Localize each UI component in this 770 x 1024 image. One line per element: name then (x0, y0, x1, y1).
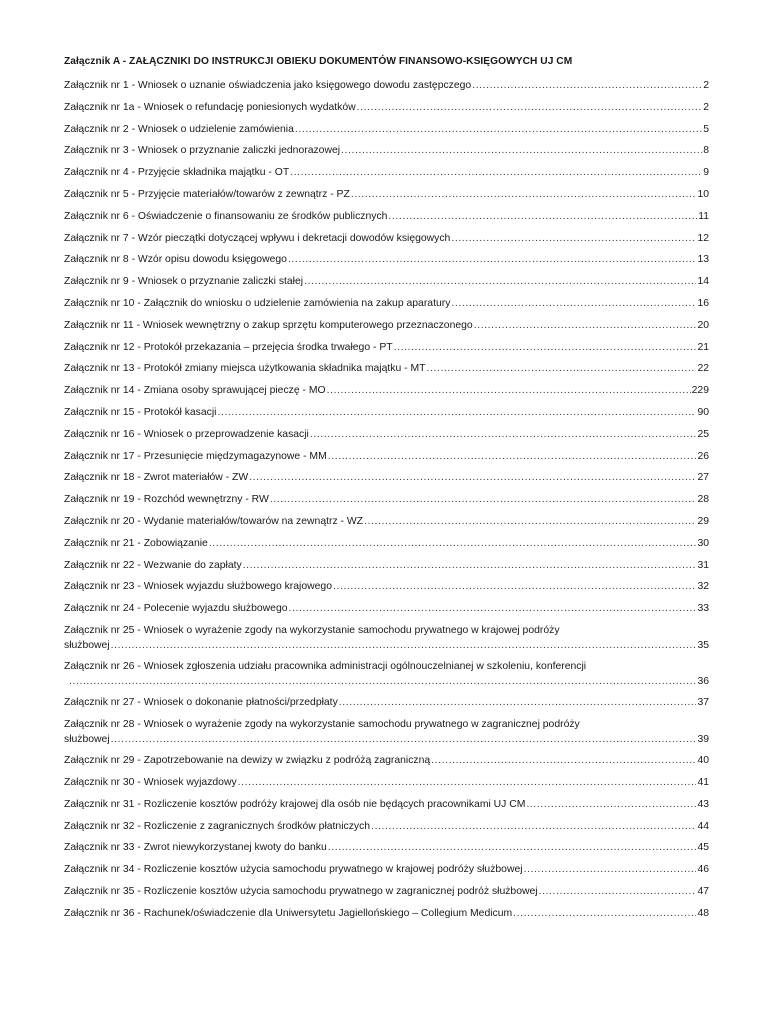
toc-entry-title: Załącznik nr 3 - Wniosek o przyznanie zaliczki jednorazowej (64, 145, 341, 157)
toc-entry-first-line (64, 717, 709, 732)
toc-entry[interactable] (64, 906, 709, 921)
toc-entry[interactable] (64, 318, 709, 333)
toc-entry[interactable] (64, 274, 709, 289)
dot-leader (371, 819, 696, 834)
toc-entry[interactable] (64, 449, 709, 464)
toc-entry[interactable] (64, 165, 709, 180)
toc-entry-first-line (64, 623, 709, 638)
toc-entry[interactable] (64, 252, 709, 267)
toc-entry-title: Załącznik nr 16 - Wniosek o przeprowadzenie kasacji (64, 428, 309, 440)
toc-page-number: 5 (703, 123, 709, 135)
toc-entry-title: Załącznik nr 26 - Wniosek zgłoszenia udziału pracownika administracji ogólnouczelnianej w szkoleniu, konferencji (64, 661, 587, 673)
page-title: Załącznik A - ZAŁĄCZNIKI DO INSTRUKCJI OBIEKU DOKUMENTÓW FINANSOWO-KSIĘGOWYCH UJ CM (64, 56, 573, 67)
toc-entry-title: Załącznik nr 2 - Wniosek o udzielenie zamówienia (64, 123, 294, 135)
toc-entry-title: Załącznik nr 31 - Rozliczenie kosztów podróży krajowej dla osób nie będących pracownikami UJ CM (64, 798, 526, 810)
toc-entry-title: Załącznik nr 32 - Rozliczenie z zagranicznych środków płatniczych (64, 820, 371, 832)
toc-page-number: 27 (697, 472, 709, 484)
toc-page-number: 2 (703, 101, 709, 113)
dot-leader (357, 100, 703, 115)
toc-entry[interactable] (64, 695, 709, 710)
toc-entry-title: Załącznik nr 13 - Protokół zmiany miejsca użytkowania składnika majątku - MT (64, 363, 426, 375)
toc-page-number: 8 (703, 145, 709, 157)
toc-page-number: 9 (703, 167, 709, 179)
toc-entry-title: Załącznik nr 10 - Załącznik do wniosku o udzielenie zamówienia na zakup aparatury (64, 297, 451, 309)
toc-entry[interactable] (64, 187, 709, 202)
toc-entry-title: Załącznik nr 35 - Rozliczenie kosztów użycia samochodu prywatnego w zagranicznej podróż służbowej (64, 886, 538, 898)
dot-leader (341, 143, 702, 158)
toc-entry-title: Załącznik nr 28 - Wniosek o wyrażenie zgody na wykorzystanie samochodu prywatnego w zagranicznej podróży (64, 719, 580, 731)
toc-entry[interactable] (64, 753, 709, 768)
dot-leader (209, 536, 697, 551)
toc-page-number: 37 (697, 697, 709, 709)
dot-leader (524, 862, 697, 877)
toc-entry-title: Załącznik nr 9 - Wniosek o przyznanie zaliczki stałej (64, 276, 304, 288)
toc-entry[interactable] (64, 383, 709, 398)
toc-entry-title: Załącznik nr 11 - Wniosek wewnętrzny o zakup sprzętu komputerowego przeznaczonego (64, 319, 473, 331)
dot-leader (351, 187, 697, 202)
toc-entry[interactable] (64, 100, 709, 115)
toc-entry-title: Załącznik nr 22 - Wezwanie do zapłaty (64, 559, 242, 571)
toc-entry[interactable] (64, 405, 709, 420)
toc-page-number: 16 (697, 297, 709, 309)
dot-leader (295, 122, 702, 137)
toc-page-number: 47 (697, 886, 709, 898)
dot-leader (526, 797, 696, 812)
toc-entry[interactable] (64, 601, 709, 616)
toc-entry-title: Załącznik nr 29 - Zapotrzebowanie na dewizy w związku z podróżą zagraniczną (64, 755, 431, 767)
toc-page-number: 2 (703, 80, 709, 91)
dot-leader (69, 674, 696, 689)
dot-leader (451, 231, 696, 246)
toc-entry-title: Załącznik nr 21 - Zobowiązanie (64, 537, 208, 549)
toc-page-number: 14 (697, 276, 709, 288)
toc-page-number: 11 (698, 210, 709, 222)
toc-entry-title: Załącznik nr 33 - Zwrot niewykorzystanej kwoty do banku (64, 842, 327, 854)
toc-entry[interactable] (64, 209, 709, 224)
toc-entry-title: Załącznik nr 20 - Wydanie materiałów/towarów na zewnątrz - WZ (64, 515, 364, 527)
toc-entry-title: Załącznik nr 19 - Rozchód wewnętrzny - RW (64, 494, 269, 506)
dot-leader (238, 775, 697, 790)
toc-page-number: 40 (697, 755, 709, 767)
toc-entry-title: Załącznik nr 4 - Przyjęcie składnika majątku - OT (64, 167, 290, 179)
toc-page-number: 20 (697, 319, 709, 331)
dot-leader (111, 732, 697, 747)
dot-leader (111, 638, 697, 653)
toc-page-number: 33 (697, 603, 709, 615)
dot-leader (304, 274, 696, 289)
dot-leader (310, 427, 697, 442)
toc-page-number: 90 (697, 406, 709, 418)
toc-entry[interactable] (64, 514, 709, 529)
toc-entry-title: Załącznik nr 34 - Rozliczenie kosztów użycia samochodu prywatnego w krajowej podróży służbowej (64, 864, 523, 876)
toc-entry-title: Załącznik nr 8 - Wzór opisu dowodu księgowego (64, 254, 287, 266)
dot-leader (328, 840, 697, 855)
toc-entry-title: Załącznik nr 17 - Przesunięcie międzymagazynowe - MM (64, 450, 327, 462)
toc-entry-title: Załącznik nr 6 - Oświadczenie o finansowaniu ze środków publicznych (64, 210, 388, 222)
toc-entry[interactable] (64, 296, 709, 311)
toc-entry-title: Załącznik nr 25 - Wniosek o wyrażenie zgody na wykorzystanie samochodu prywatnego w krajowej podróży (64, 624, 560, 636)
dot-leader (333, 579, 696, 594)
dot-leader (243, 558, 697, 573)
toc-entry-title: Załącznik nr 1 - Wniosek o uznanie oświadczenia jako księgowego dowodu zastępczego (64, 80, 472, 91)
toc-entry[interactable] (64, 623, 709, 653)
toc-entry-title: Załącznik nr 12 - Protokół przekazania – przejęcia środka trwałego - PT (64, 341, 393, 353)
dot-leader (394, 340, 697, 355)
toc-page-number: 32 (697, 581, 709, 593)
toc-page-number: 28 (697, 494, 709, 506)
toc-page-number: 30 (697, 537, 709, 549)
toc-entry[interactable] (64, 143, 709, 158)
toc-entry[interactable] (64, 427, 709, 442)
toc-entry-title: Załącznik nr 23 - Wniosek wyjazdu służbowego krajowego (64, 581, 332, 593)
toc-entry[interactable] (64, 558, 709, 573)
toc-page-number: 31 (697, 559, 709, 571)
table-of-contents (64, 78, 709, 928)
dot-leader (288, 252, 697, 267)
toc-page-number: 39 (697, 734, 709, 746)
dot-leader (270, 492, 697, 507)
toc-page-number: 41 (697, 777, 709, 789)
toc-page-number: 25 (697, 428, 709, 440)
toc-entry-title-continued: służbowej (64, 639, 110, 651)
dot-leader (328, 449, 697, 464)
dot-leader (364, 514, 696, 529)
toc-entry[interactable] (64, 492, 709, 507)
toc-entry-title: Załącznik nr 14 - Zmiana osoby sprawującej pieczę - MO (64, 385, 326, 397)
toc-page-number: 29 (697, 515, 709, 527)
toc-page-number: 46 (697, 864, 709, 876)
toc-entry[interactable] (64, 231, 709, 246)
toc-page-number: 13 (697, 254, 709, 266)
dot-leader (249, 470, 696, 485)
toc-entry[interactable] (64, 579, 709, 594)
toc-entry[interactable] (64, 470, 709, 485)
toc-page-number: 21 (697, 341, 709, 353)
toc-entry-first-line (64, 659, 709, 674)
dot-leader (427, 361, 697, 376)
toc-entry-title: Załącznik nr 36 - Rachunek/oświadczenie dla Uniwersytetu Jagiellońskiego – Collegium Medicum (64, 907, 513, 919)
toc-page-number: 12 (697, 232, 709, 244)
dot-leader (539, 884, 697, 899)
toc-entry-title: Załącznik nr 5 - Przyjęcie materiałów/towarów z zewnątrz - PZ (64, 188, 350, 200)
toc-entry-title-continued: służbowej (64, 734, 110, 746)
toc-entry[interactable] (64, 775, 709, 790)
toc-page-number: 48 (697, 907, 709, 919)
toc-entry[interactable] (64, 840, 709, 855)
dot-leader (289, 601, 697, 616)
toc-page-number: 45 (697, 842, 709, 854)
toc-entry[interactable] (64, 340, 709, 355)
toc-entry-title: Załącznik nr 18 - Zwrot materiałów - ZW (64, 472, 249, 484)
dot-leader (513, 906, 696, 921)
toc-entry[interactable] (64, 78, 709, 93)
dot-leader (472, 78, 702, 93)
toc-entry[interactable] (64, 862, 709, 877)
toc-entry-title: Załącznik nr 24 - Polecenie wyjazdu służbowego (64, 603, 288, 615)
toc-page-number: 22 (697, 363, 709, 375)
toc-entry[interactable] (64, 659, 709, 689)
dot-leader (339, 695, 697, 710)
toc-page-number: 35 (697, 639, 709, 651)
toc-entry[interactable] (64, 536, 709, 551)
toc-page-number: 43 (697, 798, 709, 810)
toc-page-number: 26 (697, 450, 709, 462)
dot-leader (388, 209, 697, 224)
toc-page-number: 44 (697, 820, 709, 832)
dot-leader (217, 405, 696, 420)
dot-leader (431, 753, 696, 768)
toc-entry-title: Załącznik nr 7 - Wzór pieczątki dotyczącej wpływu i dekretacji dowodów księgowych (64, 232, 451, 244)
toc-entry-title: Załącznik nr 1a - Wniosek o refundację poniesionych wydatków (64, 101, 356, 113)
toc-entry[interactable] (64, 361, 709, 376)
toc-entry[interactable] (64, 717, 709, 747)
toc-entry-title: Załącznik nr 30 - Wniosek wyjazdowy (64, 777, 237, 789)
toc-entry[interactable] (64, 884, 709, 899)
toc-entry[interactable] (64, 819, 709, 834)
toc-entry[interactable] (64, 797, 709, 812)
toc-page-number: 10 (697, 188, 709, 200)
toc-page-number: 229 (691, 385, 709, 397)
toc-page-number: 36 (697, 676, 709, 688)
dot-leader (451, 296, 696, 311)
dot-leader (290, 165, 702, 180)
toc-entry-title: Załącznik nr 15 - Protokół kasacji (64, 406, 217, 418)
dot-leader (474, 318, 697, 333)
toc-entry[interactable] (64, 122, 709, 137)
dot-leader (327, 383, 691, 398)
toc-entry-title: Załącznik nr 27 - Wniosek o dokonanie płatności/przedpłaty (64, 697, 338, 709)
